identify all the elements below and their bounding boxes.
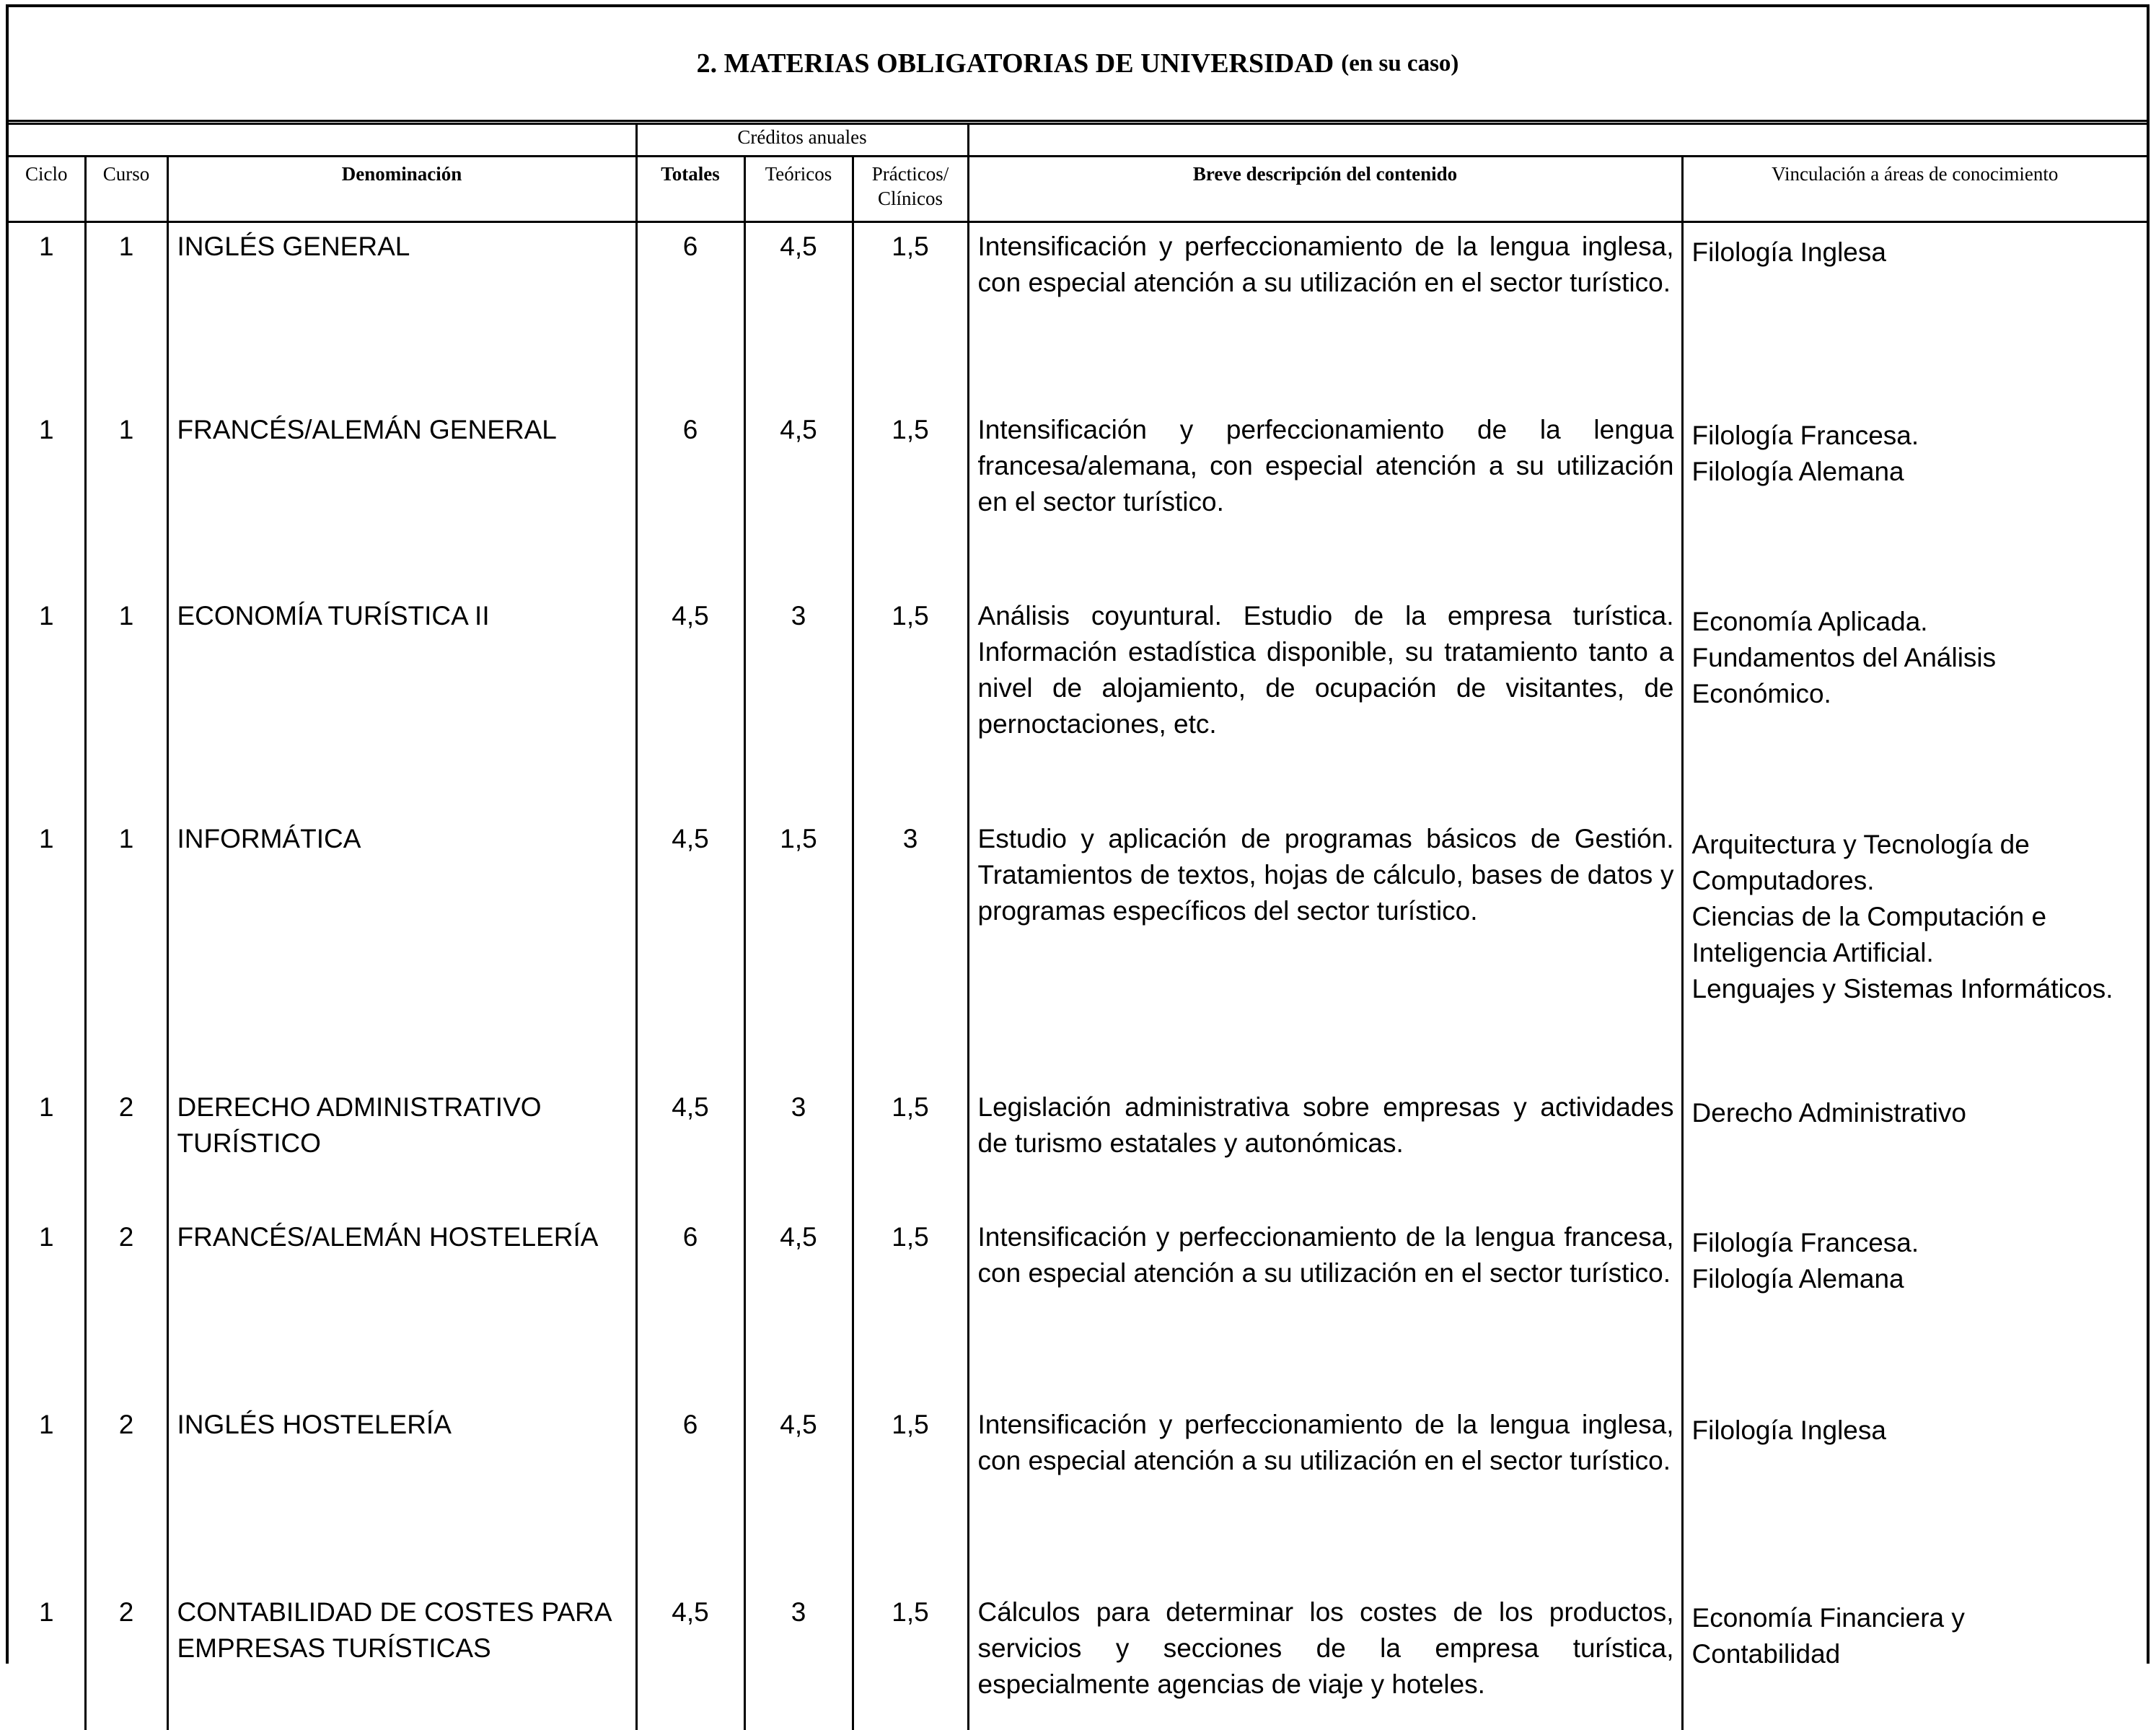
cell-denominacion: FRANCÉS/ALEMÁN GENERAL [167, 406, 636, 592]
area-line: Ciencias de la Computación e [1692, 899, 2147, 935]
area-line: Economía Financiera y [1692, 1600, 2147, 1636]
cell-descripcion: Análisis coyuntural. Estudio de la empresa turística. Información estadística disponible, su tratamiento tanto a nivel de alojamiento, de ocupación de visitantes, de pernoctaciones, etc. [968, 592, 1682, 815]
cell-denominacion: INFORMÁTICA [167, 815, 636, 1084]
cell-ciclo: 1 [9, 1084, 85, 1213]
cell-descripcion: Intensificación y perfeccionamiento de la lengua francesa, con especial atención a su utilización en el sector turístico. [968, 1213, 1682, 1401]
table-row [9, 815, 2147, 1084]
cell-teoricos: 3 [744, 1589, 853, 1730]
section-title [9, 7, 2147, 122]
document-sheet [6, 4, 2150, 1664]
cell-denominacion: INGLÉS HOSTELERÍA [167, 1401, 636, 1589]
table-row [9, 1084, 2147, 1213]
cell-teoricos: 4,5 [744, 222, 853, 407]
section-title-suffix: (en su caso) [1341, 51, 1458, 77]
cell-denominacion: DERECHO ADMINISTRATIVO TURÍSTICO [167, 1084, 636, 1213]
cell-descripcion: Intensificación y perfeccionamiento de la lengua inglesa, con especial atención a su utilización en el sector turístico. [968, 222, 1682, 407]
cell-descripcion: Intensificación y perfeccionamiento de la lengua francesa/alemana, con especial atención a su utilización en el sector turístico. [968, 406, 1682, 592]
header-descripcion: Breve descripción del contenido [968, 157, 1682, 222]
cell-ciclo: 1 [9, 1213, 85, 1401]
area-line: Económico. [1692, 676, 2147, 712]
cell-ciclo: 1 [9, 222, 85, 407]
table-row [9, 592, 2147, 815]
section-title-text: 2. MATERIAS OBLIGATORIAS DE UNIVERSIDAD [697, 48, 1334, 79]
cell-vinculacion [1682, 222, 2147, 407]
cell-denominacion: CONTABILIDAD DE COSTES PARA EMPRESAS TURÍSTICAS [167, 1589, 636, 1730]
cell-vinculacion [1682, 1213, 2147, 1401]
area-line: Filología Francesa. [1692, 418, 2147, 454]
cell-totales: 4,5 [636, 592, 744, 815]
cell-descripcion: Cálculos para determinar los costes de los productos, servicios y secciones de la empresa turística, especialmente agencias de viaje y hoteles. [968, 1589, 1682, 1730]
cell-curso: 2 [85, 1401, 167, 1589]
area-line: Economía Aplicada. [1692, 604, 2147, 640]
cell-totales: 4,5 [636, 1084, 744, 1213]
cell-descripcion: Intensificación y perfeccionamiento de la lengua inglesa, con especial atención a su utilización en el sector turístico. [968, 1401, 1682, 1589]
cell-denominacion: ECONOMÍA TURÍSTICA II [167, 592, 636, 815]
cell-vinculacion [1682, 1401, 2147, 1589]
cell-curso: 1 [85, 815, 167, 1084]
cell-practicos: 1,5 [853, 592, 968, 815]
cell-teoricos: 3 [744, 1084, 853, 1213]
header-curso: Curso [85, 157, 167, 222]
cell-curso: 2 [85, 1084, 167, 1213]
cell-ciclo: 1 [9, 592, 85, 815]
cell-curso: 1 [85, 222, 167, 407]
table-body [9, 222, 2147, 1730]
area-line: Lenguajes y Sistemas Informáticos. [1692, 971, 2147, 1007]
subjects-table [9, 123, 2147, 1730]
cell-totales: 4,5 [636, 1589, 744, 1730]
cell-curso: 1 [85, 592, 167, 815]
cell-teoricos: 3 [744, 592, 853, 815]
area-line: Inteligencia Artificial. [1692, 935, 2147, 971]
header-totales: Totales [636, 157, 744, 222]
cell-vinculacion [1682, 815, 2147, 1084]
cell-ciclo: 1 [9, 1589, 85, 1730]
cell-denominacion: INGLÉS GENERAL [167, 222, 636, 407]
cell-vinculacion [1682, 1084, 2147, 1213]
table-row [9, 1213, 2147, 1401]
header-spacer-left [9, 124, 636, 157]
area-line: Filología Inglesa [1692, 1413, 2147, 1449]
cell-vinculacion [1682, 406, 2147, 592]
cell-practicos: 1,5 [853, 1084, 968, 1213]
header-teoricos: Teóricos [744, 157, 853, 222]
cell-practicos: 1,5 [853, 1213, 968, 1401]
area-line: Filología Francesa. [1692, 1225, 2147, 1261]
area-line: Computadores. [1692, 863, 2147, 899]
header-ciclo: Ciclo [9, 157, 85, 222]
cell-curso: 2 [85, 1213, 167, 1401]
header-practicos: Prácticos/ Clínicos [853, 157, 968, 222]
header-denominacion: Denominación [167, 157, 636, 222]
cell-totales: 6 [636, 222, 744, 407]
cell-vinculacion [1682, 1589, 2147, 1730]
cell-practicos: 1,5 [853, 1401, 968, 1589]
cell-curso: 1 [85, 406, 167, 592]
header-vinculacion: Vinculación a áreas de conocimiento [1682, 157, 2147, 222]
cell-totales: 4,5 [636, 815, 744, 1084]
cell-practicos: 1,5 [853, 406, 968, 592]
cell-vinculacion [1682, 592, 2147, 815]
table-row [9, 1401, 2147, 1589]
cell-teoricos: 1,5 [744, 815, 853, 1084]
cell-teoricos: 4,5 [744, 1213, 853, 1401]
area-line: Filología Alemana [1692, 454, 2147, 490]
cell-totales: 6 [636, 406, 744, 592]
cell-ciclo: 1 [9, 406, 85, 592]
cell-practicos: 1,5 [853, 1589, 968, 1730]
cell-descripcion: Estudio y aplicación de programas básicos de Gestión. Tratamientos de textos, hojas de cálculo, bases de datos y programas específicos del sector turístico. [968, 815, 1682, 1084]
cell-ciclo: 1 [9, 1401, 85, 1589]
header-spacer-right [968, 124, 2147, 157]
cell-practicos: 1,5 [853, 222, 968, 407]
cell-ciclo: 1 [9, 815, 85, 1084]
cell-teoricos: 4,5 [744, 406, 853, 592]
table-header [9, 124, 2147, 222]
table-row [9, 1589, 2147, 1730]
cell-totales: 6 [636, 1213, 744, 1401]
cell-teoricos: 4,5 [744, 1401, 853, 1589]
cell-totales: 6 [636, 1401, 744, 1589]
cell-denominacion: FRANCÉS/ALEMÁN HOSTELERÍA [167, 1213, 636, 1401]
area-line: Fundamentos del Análisis [1692, 640, 2147, 676]
cell-practicos: 3 [853, 815, 968, 1084]
cell-curso: 2 [85, 1589, 167, 1730]
cell-descripcion: Legislación administrativa sobre empresas y actividades de turismo estatales y autonómicas. [968, 1084, 1682, 1213]
area-line: Contabilidad [1692, 1636, 2147, 1672]
table-row [9, 222, 2147, 407]
table-row [9, 406, 2147, 592]
header-creditos-anuales: Créditos anuales [636, 124, 968, 157]
area-line: Filología Alemana [1692, 1261, 2147, 1297]
area-line: Arquitectura y Tecnología de [1692, 827, 2147, 863]
area-line: Derecho Administrativo [1692, 1095, 2147, 1131]
area-line: Filología Inglesa [1692, 234, 2147, 271]
